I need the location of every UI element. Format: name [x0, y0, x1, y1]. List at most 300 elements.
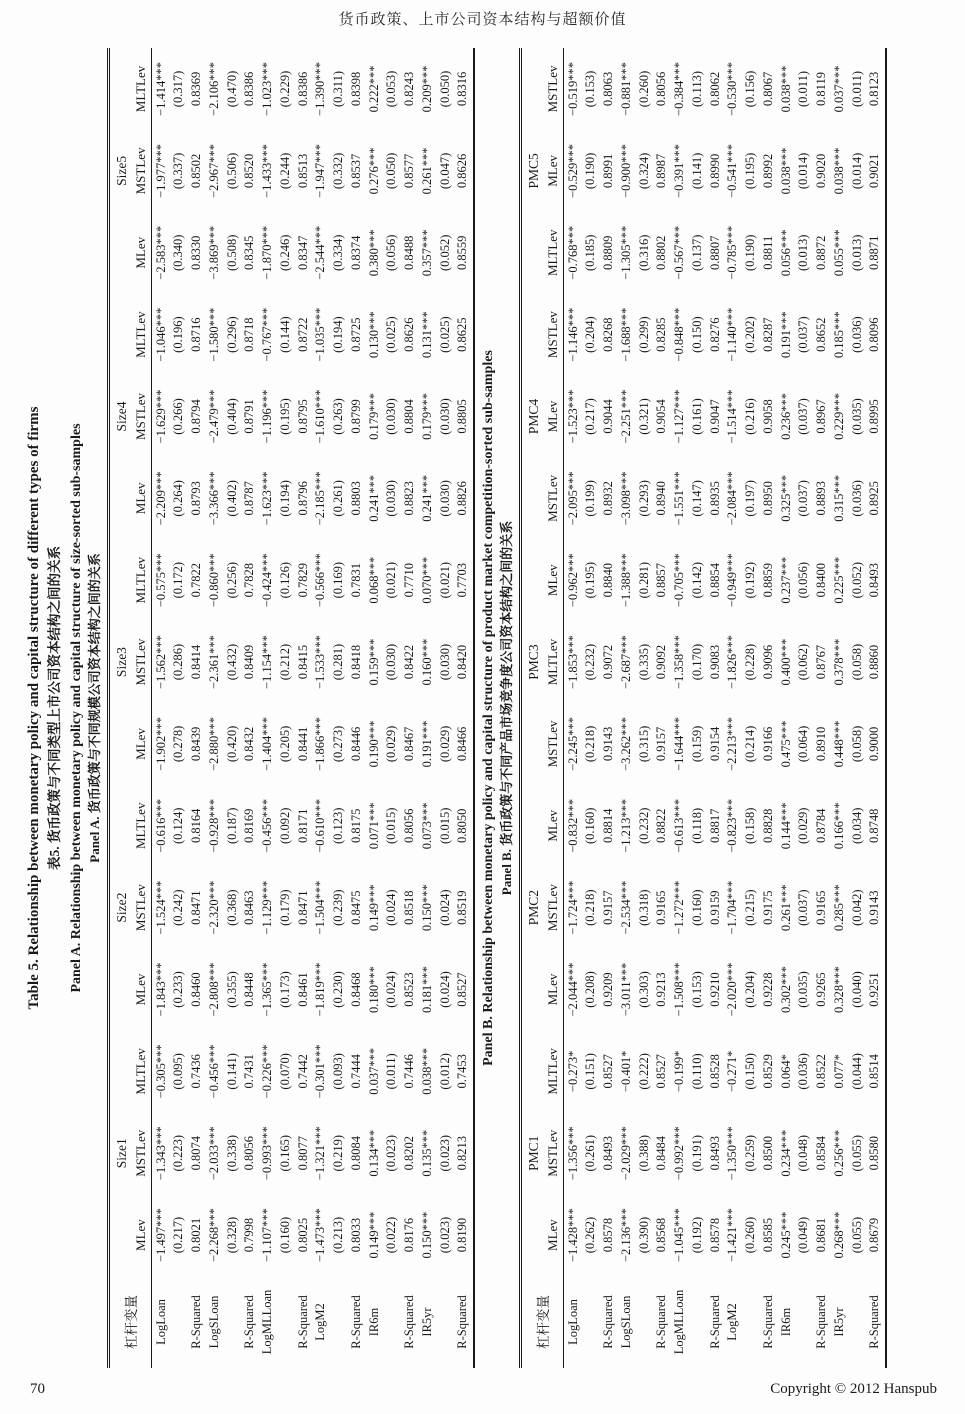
col-group-header-row: [108, 48, 131, 1368]
value-cell: 0.8950: [760, 481, 775, 516]
value-cell: −1.213***: [618, 798, 633, 853]
value-cell: 0.8096: [866, 294, 886, 376]
table-row: [170, 48, 188, 1368]
value-cell: 0.8811: [760, 235, 775, 270]
value-cell: (0.092): [277, 807, 292, 844]
value-cell: −0.610***: [313, 798, 328, 853]
value-cell: (0.316): [636, 234, 651, 271]
value-cell: 0.149***: [366, 884, 381, 932]
panel-a-table: [107, 48, 475, 1368]
value-cell: 0.190***: [366, 720, 381, 768]
value-cell: 0.8791: [242, 399, 257, 434]
value-cell: −1.388***: [618, 553, 633, 608]
value-cell: 0.8817: [707, 808, 722, 843]
value-cell: −1.023***: [260, 62, 275, 116]
sub-col-header: MSTLev: [131, 867, 151, 949]
value-cell: −1.146***: [565, 307, 580, 362]
value-cell: −1.688***: [618, 307, 633, 362]
value-cell: −1.562***: [153, 635, 168, 690]
sub-col-header: MLev: [543, 376, 563, 458]
value-cell: 0.225***: [831, 556, 846, 604]
value-cell: 0.8514: [866, 1030, 886, 1112]
sub-col-header: MLTLev: [543, 212, 563, 294]
value-cell: 0.8164: [189, 808, 204, 843]
value-cell: 0.8527: [601, 1054, 616, 1089]
value-cell: 0.166***: [831, 802, 846, 850]
value-cell: 0.070***: [419, 556, 434, 604]
table-row: [347, 48, 365, 1368]
value-cell: (0.024): [384, 889, 399, 926]
value-cell: 0.8804: [402, 399, 417, 434]
panel-a-caption-zh: Panel A. 货币政策与不同规模公司资本结构之间的关系: [86, 553, 102, 863]
value-cell: −0.456***: [206, 1044, 221, 1099]
value-cell: −2.544***: [313, 225, 328, 280]
value-cell: (0.029): [796, 807, 811, 844]
value-cell: 0.7431: [242, 1054, 257, 1089]
value-cell: 0.8415: [295, 644, 310, 680]
value-cell: (0.050): [437, 70, 452, 108]
value-cell: 0.8493: [707, 1136, 722, 1171]
value-cell: 0.8441: [295, 726, 310, 762]
value-cell: (0.205): [277, 725, 292, 763]
value-cell: 0.9020: [814, 153, 829, 189]
value-cell: (0.232): [583, 643, 598, 681]
sub-col-header: MSTLev: [131, 130, 151, 212]
value-cell: (0.055): [849, 1216, 864, 1254]
value-cell: 0.8523: [402, 972, 417, 1007]
value-cell: 0.9054: [654, 399, 669, 434]
value-cell: (0.273): [331, 725, 346, 763]
table-row: [401, 48, 419, 1368]
value-cell: −1.508***: [672, 962, 687, 1017]
value-cell: (0.217): [171, 1216, 186, 1254]
value-cell: (0.064): [796, 725, 811, 763]
value-cell: −1.947***: [313, 143, 328, 198]
value-cell: (0.318): [636, 889, 651, 926]
table-body: [152, 48, 475, 1368]
value-cell: (0.036): [796, 1053, 811, 1090]
value-cell: 0.9213: [654, 972, 669, 1007]
value-cell: 0.8345: [242, 235, 257, 270]
table-row: [848, 48, 866, 1368]
value-cell: −1.045***: [672, 1208, 687, 1263]
value-cell: (0.311): [331, 70, 346, 107]
value-cell: 0.7446: [402, 1054, 417, 1089]
value-cell: 0.8409: [242, 644, 257, 680]
value-cell: 0.8475: [348, 890, 363, 925]
value-cell: 0.8681: [814, 1217, 829, 1253]
row-label: [383, 1276, 401, 1368]
value-cell: (0.317): [171, 70, 186, 108]
value-cell: (0.037): [796, 398, 811, 435]
value-cell: 0.222***: [366, 65, 381, 113]
value-cell: 0.8050: [454, 785, 474, 867]
value-cell: 0.9096: [760, 644, 775, 680]
sub-col-header: MLTLev: [543, 621, 563, 703]
value-cell: (0.124): [171, 807, 186, 844]
value-cell: 0.328***: [831, 966, 846, 1013]
value-cell: (0.049): [796, 1216, 811, 1254]
value-cell: −0.305***: [153, 1044, 168, 1099]
value-cell: 0.9044: [601, 399, 616, 434]
value-cell: 0.7710: [402, 563, 417, 598]
value-cell: −1.129***: [260, 880, 275, 935]
table-row: [742, 48, 760, 1368]
value-cell: −1.107***: [260, 1208, 275, 1263]
value-cell: −3.366***: [206, 471, 221, 526]
value-cell: 0.8493: [866, 539, 886, 621]
value-cell: 0.8176: [402, 1217, 417, 1253]
value-cell: (0.420): [224, 725, 239, 763]
value-cell: 0.256***: [831, 1129, 846, 1177]
value-cell: 0.475***: [778, 720, 793, 768]
value-cell: −2.808***: [206, 962, 221, 1017]
value-cell: (0.011): [796, 70, 811, 107]
value-cell: (0.153): [583, 70, 598, 108]
value-cell: −1.977***: [153, 143, 168, 198]
value-cell: 0.9166: [760, 726, 775, 762]
value-cell: 0.181***: [419, 966, 434, 1013]
sub-col-header: MSTLev: [543, 48, 563, 130]
value-cell: −1.902***: [153, 716, 168, 771]
value-cell: 0.8432: [242, 726, 257, 762]
value-cell: −1.580***: [206, 307, 221, 362]
value-cell: −2.084***: [725, 471, 740, 526]
row-label: R-Squared: [242, 1295, 257, 1349]
value-cell: −0.768***: [565, 225, 580, 280]
running-header: 货币政策、上市公司资本结构与超额价值: [338, 12, 627, 28]
value-cell: −0.384***: [672, 62, 687, 116]
value-cell: 0.8793: [189, 481, 204, 516]
value-cell: (0.212): [277, 643, 292, 681]
value-cell: −2.967***: [206, 143, 221, 198]
panel-b-table: [519, 48, 887, 1368]
table-row: [706, 48, 724, 1368]
table-row: [259, 48, 277, 1368]
value-cell: −1.826***: [725, 635, 740, 690]
sub-col-header: MLTLev: [543, 1030, 563, 1112]
value-cell: 0.135***: [419, 1129, 434, 1177]
value-cell: 0.261***: [419, 147, 434, 195]
value-cell: 0.9165: [814, 890, 829, 925]
value-cell: 0.8513: [295, 153, 310, 189]
value-cell: (0.021): [437, 561, 452, 599]
value-cell: (0.144): [277, 316, 292, 353]
row-label: LogLoan: [153, 1299, 168, 1345]
value-cell: −0.273*: [565, 1050, 580, 1093]
panel-a-caption-en: Panel A. Relationship between monetary policy and capital structure of size-sorted sub-samples: [69, 423, 85, 993]
value-cell: −3.869***: [206, 225, 221, 280]
value-cell: (0.404): [224, 398, 239, 435]
value-cell: (0.037): [796, 316, 811, 353]
value-cell: −3.262***: [618, 716, 633, 771]
sub-col-header: MLTLev: [131, 539, 151, 621]
value-cell: −2.209***: [153, 471, 168, 526]
value-cell: 0.8716: [189, 317, 204, 352]
value-cell: 0.9021: [866, 130, 886, 212]
value-cell: 0.268***: [831, 1211, 846, 1259]
value-cell: 0.8935: [707, 481, 722, 516]
stub-header: 杠杆变量: [108, 1276, 151, 1368]
value-cell: 0.8466: [454, 703, 474, 785]
page-number: 70: [30, 1381, 45, 1397]
value-cell: 0.8802: [654, 235, 669, 270]
sub-col-header: MLTLev: [131, 1030, 151, 1112]
value-cell: 0.8857: [654, 563, 669, 598]
value-cell: (0.141): [689, 152, 704, 190]
panel-b-caption-zh: Panel B. 货币政策与不同产品市场竞争度公司资本结构之间的关系: [498, 520, 514, 896]
value-cell: 0.8796: [295, 481, 310, 516]
value-cell: (0.034): [849, 807, 864, 844]
value-cell: (0.037): [796, 889, 811, 926]
value-cell: 0.8787: [242, 481, 257, 516]
value-cell: (0.192): [743, 561, 758, 599]
value-cell: −0.541***: [725, 143, 740, 198]
value-cell: (0.215): [743, 889, 758, 926]
value-cell: (0.030): [437, 398, 452, 435]
value-cell: (0.151): [583, 1053, 598, 1090]
row-label: [635, 1276, 653, 1368]
value-cell: (0.029): [437, 725, 452, 763]
value-cell: 0.8967: [814, 399, 829, 434]
table-row: [152, 48, 170, 1368]
value-cell: 0.8527: [654, 1054, 669, 1089]
value-cell: −1.035***: [313, 307, 328, 362]
table-row: [866, 48, 886, 1368]
value-cell: 0.8074: [189, 1136, 204, 1171]
value-cell: (0.137): [689, 234, 704, 271]
value-cell: (0.187): [224, 807, 239, 844]
value-cell: (0.246): [277, 234, 292, 271]
value-cell: −1.533***: [313, 635, 328, 690]
value-cell: 0.8568: [654, 1217, 669, 1253]
row-label: R-Squared: [348, 1295, 363, 1349]
value-cell: (0.030): [384, 643, 399, 681]
table-row: [383, 48, 401, 1368]
row-label: LogSLoan: [206, 1295, 221, 1349]
value-cell: −0.613***: [672, 798, 687, 853]
value-cell: 0.134***: [366, 1129, 381, 1177]
table-row: [688, 48, 706, 1368]
table-row: [830, 48, 848, 1368]
row-label: LogLoan: [565, 1299, 580, 1345]
sub-col-header-row: [543, 48, 563, 1368]
value-cell: 0.8527: [454, 949, 474, 1031]
value-cell: 0.8809: [601, 235, 616, 270]
value-cell: −1.358***: [672, 635, 687, 690]
row-label: LogSLoan: [618, 1295, 633, 1349]
value-cell: −2.534***: [618, 880, 633, 935]
value-cell: 0.236***: [778, 393, 793, 440]
row-label: R-Squared: [866, 1276, 886, 1368]
value-cell: 0.8420: [454, 621, 474, 703]
value-cell: (0.324): [636, 152, 651, 190]
value-cell: 0.8577: [402, 153, 417, 189]
value-cell: 0.7436: [189, 1054, 204, 1089]
value-cell: −1.350***: [725, 1126, 740, 1181]
value-cell: −0.456***: [260, 798, 275, 853]
table-row: [454, 48, 474, 1368]
value-cell: 0.8446: [348, 726, 363, 762]
value-cell: 0.8316: [454, 48, 474, 130]
value-cell: 0.180***: [366, 966, 381, 1013]
value-cell: 0.9251: [866, 949, 886, 1031]
value-cell: 0.8347: [295, 235, 310, 270]
table-row: [724, 48, 742, 1368]
table-row: [365, 48, 383, 1368]
value-cell: 0.8374: [348, 235, 363, 270]
value-cell: (0.260): [636, 70, 651, 108]
value-cell: (0.047): [437, 152, 452, 190]
value-cell: 0.8448: [242, 972, 257, 1007]
value-cell: 0.8578: [601, 1217, 616, 1253]
value-cell: −2.245***: [565, 716, 580, 771]
value-cell: −1.623***: [260, 471, 275, 526]
value-cell: 0.9228: [760, 972, 775, 1007]
value-cell: 0.8722: [295, 317, 310, 352]
value-cell: (0.296): [224, 316, 239, 353]
value-cell: (0.332): [331, 152, 346, 190]
col-group-header: PMC4: [520, 294, 543, 540]
value-cell: (0.118): [689, 807, 704, 844]
value-cell: (0.015): [384, 807, 399, 844]
col-group-header-row: [520, 48, 543, 1368]
value-cell: 0.038***: [419, 1047, 434, 1095]
value-cell: 0.8893: [814, 481, 829, 516]
value-cell: (0.228): [743, 643, 758, 681]
value-cell: −0.848***: [672, 307, 687, 362]
value-cell: (0.022): [384, 1216, 399, 1254]
row-label: [848, 1276, 866, 1368]
value-cell: 0.8626: [402, 317, 417, 352]
value-cell: −2.479***: [206, 389, 221, 444]
value-cell: (0.070): [277, 1053, 292, 1090]
value-cell: (0.334): [331, 234, 346, 271]
value-cell: 0.8213: [454, 1112, 474, 1194]
value-cell: 0.234***: [778, 1129, 793, 1177]
value-cell: (0.023): [384, 1134, 399, 1172]
value-cell: (0.153): [689, 971, 704, 1008]
value-cell: 0.8468: [348, 972, 363, 1007]
value-cell: −1.524***: [153, 880, 168, 935]
value-cell: −0.530***: [725, 62, 740, 116]
value-cell: −0.962***: [565, 553, 580, 608]
value-cell: 0.056***: [778, 229, 793, 277]
value-cell: 0.8580: [866, 1112, 886, 1194]
value-cell: (0.233): [171, 971, 186, 1008]
table-row: [241, 48, 259, 1368]
value-cell: −2.029***: [618, 1126, 633, 1181]
value-cell: (0.169): [331, 561, 346, 599]
value-cell: (0.199): [583, 480, 598, 517]
row-label: IR6m: [366, 1307, 381, 1337]
value-cell: −1.196***: [260, 389, 275, 444]
sub-col-header: MLev: [543, 949, 563, 1031]
value-cell: 0.8814: [601, 808, 616, 843]
value-cell: 0.8488: [402, 235, 417, 270]
table-row: [777, 48, 795, 1368]
table-title-en: Table 5. Relationship between monetary policy and capital structure of different types of firms: [26, 406, 42, 1010]
value-cell: (0.021): [384, 561, 399, 599]
value-cell: 0.150***: [419, 884, 434, 932]
value-cell: 0.8461: [295, 972, 310, 1007]
row-label: [742, 1276, 760, 1368]
table-head: [520, 48, 563, 1368]
value-cell: (0.262): [583, 1216, 598, 1254]
row-label: [223, 1276, 241, 1368]
value-cell: (0.050): [384, 152, 399, 190]
value-cell: 0.7442: [295, 1054, 310, 1089]
value-cell: 0.8175: [348, 808, 363, 843]
rotated-table-sheet: [25, 48, 920, 1368]
value-cell: −1.428***: [565, 1208, 580, 1263]
value-cell: −1.644***: [672, 716, 687, 771]
table-row: [276, 48, 294, 1368]
value-cell: −0.575***: [153, 553, 168, 608]
value-cell: (0.011): [384, 1053, 399, 1090]
row-label: R-Squared: [402, 1295, 417, 1349]
value-cell: (0.508): [224, 234, 239, 271]
value-cell: (0.242): [171, 889, 186, 926]
sub-col-header-row: [131, 48, 151, 1368]
value-cell: (0.159): [689, 725, 704, 763]
value-cell: (0.244): [277, 152, 292, 190]
row-label: R-Squared: [295, 1295, 310, 1349]
value-cell: −2.095***: [565, 471, 580, 526]
value-cell: −0.401*: [618, 1050, 633, 1093]
value-cell: 0.9157: [601, 890, 616, 925]
value-cell: 0.8502: [189, 153, 204, 189]
value-cell: 0.8767: [814, 644, 829, 680]
value-cell: −1.343***: [153, 1126, 168, 1181]
value-cell: −2.136***: [618, 1208, 633, 1263]
value-cell: (0.195): [583, 561, 598, 599]
table-row: [312, 48, 330, 1368]
value-cell: 0.037***: [831, 65, 846, 113]
value-cell: −1.356***: [565, 1126, 580, 1181]
value-cell: (0.030): [384, 398, 399, 435]
value-cell: 0.8471: [189, 890, 204, 925]
row-label: [436, 1276, 454, 1368]
row-label: R-Squared: [760, 1295, 775, 1349]
value-cell: 0.8718: [242, 317, 257, 352]
value-cell: (0.141): [224, 1053, 239, 1090]
value-cell: 0.8795: [295, 399, 310, 434]
value-cell: 0.8625: [454, 294, 474, 376]
value-cell: −2.251***: [618, 389, 633, 444]
row-label: LogMLLoan: [260, 1289, 275, 1355]
value-cell: (0.261): [583, 1134, 598, 1172]
table-row: [671, 48, 689, 1368]
value-cell: 0.071***: [366, 802, 381, 850]
value-cell: 0.8056: [654, 71, 669, 107]
value-cell: (0.036): [849, 480, 864, 517]
value-cell: (0.024): [437, 889, 452, 926]
value-cell: 0.160***: [419, 638, 434, 686]
table-row: [600, 48, 618, 1368]
row-label: [582, 1276, 600, 1368]
value-cell: (0.062): [796, 643, 811, 681]
value-cell: −1.610***: [313, 389, 328, 444]
value-cell: 0.7831: [348, 563, 363, 598]
sub-col-header: MLev: [543, 1194, 563, 1276]
value-cell: (0.281): [636, 561, 651, 599]
value-cell: (0.161): [689, 398, 704, 435]
sub-col-header: MLev: [131, 949, 151, 1031]
value-cell: 0.144***: [778, 802, 793, 850]
value-cell: 0.8171: [295, 808, 310, 843]
sub-col-header: MSTLev: [131, 376, 151, 458]
